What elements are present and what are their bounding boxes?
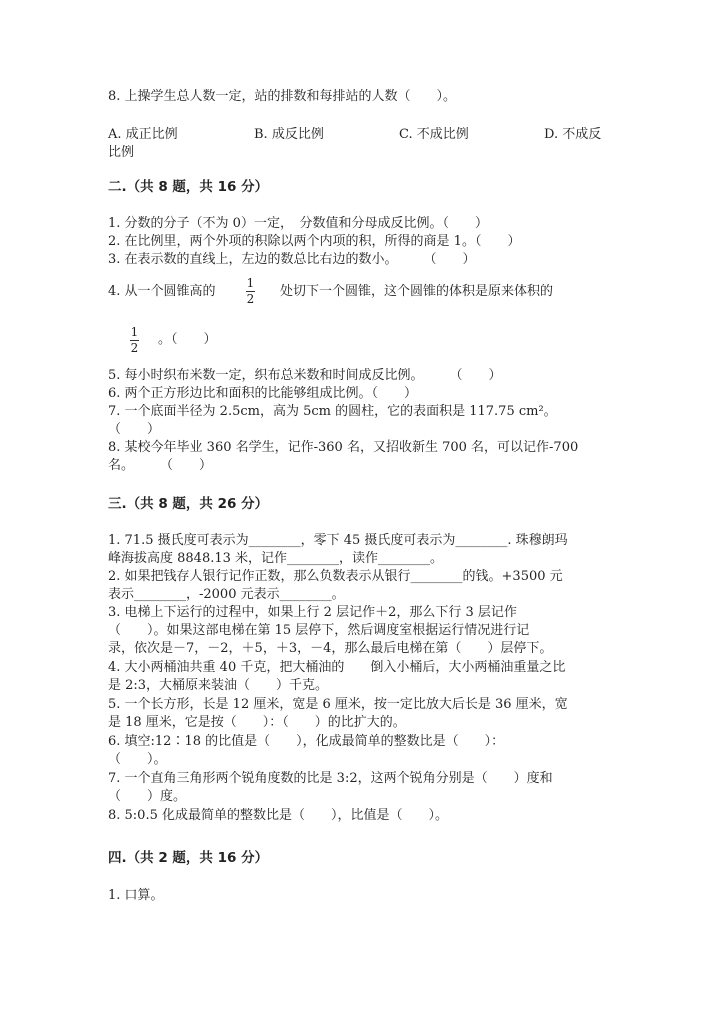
section-title: 二.（共 8 题，共 16 分） bbox=[108, 179, 269, 195]
option-d: D. 不成反 bbox=[544, 127, 602, 142]
line: 2. 如果把钱存人银行记作正数，那么负数表示从银行________的钱。+3500 元 bbox=[108, 569, 563, 584]
option-d-wrap: 比例 bbox=[108, 145, 135, 160]
line: 4. 大小两桶油共重 40 千克，把大桶油的 倒入小桶后，大小两桶油重量之比 bbox=[108, 660, 566, 675]
item: 1. 口算。 bbox=[108, 888, 164, 903]
denominator: 2 bbox=[246, 292, 255, 306]
item-cont: 处切下一个圆锥，这个圆锥的体积是原来体积的 bbox=[280, 284, 554, 299]
item: 7. 一个底面半径为 2.5cm，高为 5cm 的圆柱，它的表面积是 117.75 cm²。 bbox=[108, 404, 557, 419]
line: 8. 5:0.5 化成最简单的整数比是（ ），比值是（ ）。 bbox=[108, 808, 448, 823]
option-b: B. 成反比例 bbox=[254, 127, 324, 142]
item: 5. 每小时织布米数一定，织布总米数和时间成反比例。 （ ） bbox=[108, 368, 502, 383]
numerator: 1 bbox=[130, 325, 139, 339]
line: 5. 一个长方形，长是 12 厘米，宽是 6 厘米，按一定比放大后长是 36 厘米，宽 bbox=[108, 697, 568, 712]
item: 2. 在比例里，两个外项的积除以两个内项的积，所得的商是 1。（ ） bbox=[108, 234, 521, 249]
line: 峰海拔高度 8848.13 米，记作________，读作________。 bbox=[108, 551, 444, 566]
fraction bbox=[130, 326, 139, 355]
option-c: C. 不成比例 bbox=[399, 127, 469, 142]
line: 1. 71.5 摄氏度可表示为________，零下 45 摄氏度可表示为________. 珠穆朗玛 bbox=[108, 533, 568, 548]
question-text: 8. 上操学生总人数一定，站的排数和每排站的人数（ ）。 bbox=[108, 89, 457, 104]
numerator: 1 bbox=[246, 276, 255, 290]
denominator: 2 bbox=[130, 341, 139, 355]
item-cont: （ ） bbox=[108, 422, 161, 437]
item: 1. 分数的分子（不为 0）一定， 分数值和分母成反比例。（ ） bbox=[108, 216, 488, 231]
section-title: 三.（共 8 题，共 26 分） bbox=[108, 496, 269, 512]
line: 表示________，-2000 元表示________。 bbox=[108, 587, 345, 602]
item: 6. 两个正方形边比和面积的比能够组成比例。（ ） bbox=[108, 386, 418, 401]
line: 7. 一个直角三角形两个锐角度数的比是 3:2，这两个锐角分别是（ ）度和 bbox=[108, 771, 553, 786]
option-a: A. 成正比例 bbox=[108, 127, 178, 142]
item: 8. 某校今年毕业 360 名学生，记作-360 名，又招收新生 700 名，可以记作-700 bbox=[108, 440, 579, 455]
item: 4. 从一个圆锥高的 bbox=[108, 284, 216, 299]
line: （ ）。如果这部电梯在第 15 层停下，然后调度室根据运行情况进行记 bbox=[108, 623, 530, 638]
item-cont: 名。 （ ） bbox=[108, 458, 213, 473]
line: 3. 电梯上下运行的过程中，如果上行 2 层记作＋2，那么下行 3 层记作 bbox=[108, 605, 517, 620]
section-title: 四.（共 2 题，共 16 分） bbox=[108, 850, 269, 866]
item-cont: 。（ ） bbox=[158, 332, 217, 347]
line: 是 2:3，大桶原来装油（ ）千克。 bbox=[108, 678, 329, 693]
line: （ ）。 bbox=[108, 752, 167, 767]
line: 录，依次是－7，－2，＋5，＋3，－4，那么最后电梯在第（ ）层停下。 bbox=[108, 641, 553, 656]
item: 3. 在表示数的直线上，左边的数总比右边的数小。 （ ） bbox=[108, 252, 476, 267]
line: 6. 填空:12∶18 的比值是（ ），化成最简单的整数比是（ ）： bbox=[108, 734, 505, 749]
fraction bbox=[246, 277, 255, 306]
line: （ ）度。 bbox=[108, 789, 187, 804]
line: 是 18 厘米，它是按（ ）：（ ）的比扩大的。 bbox=[108, 715, 406, 730]
